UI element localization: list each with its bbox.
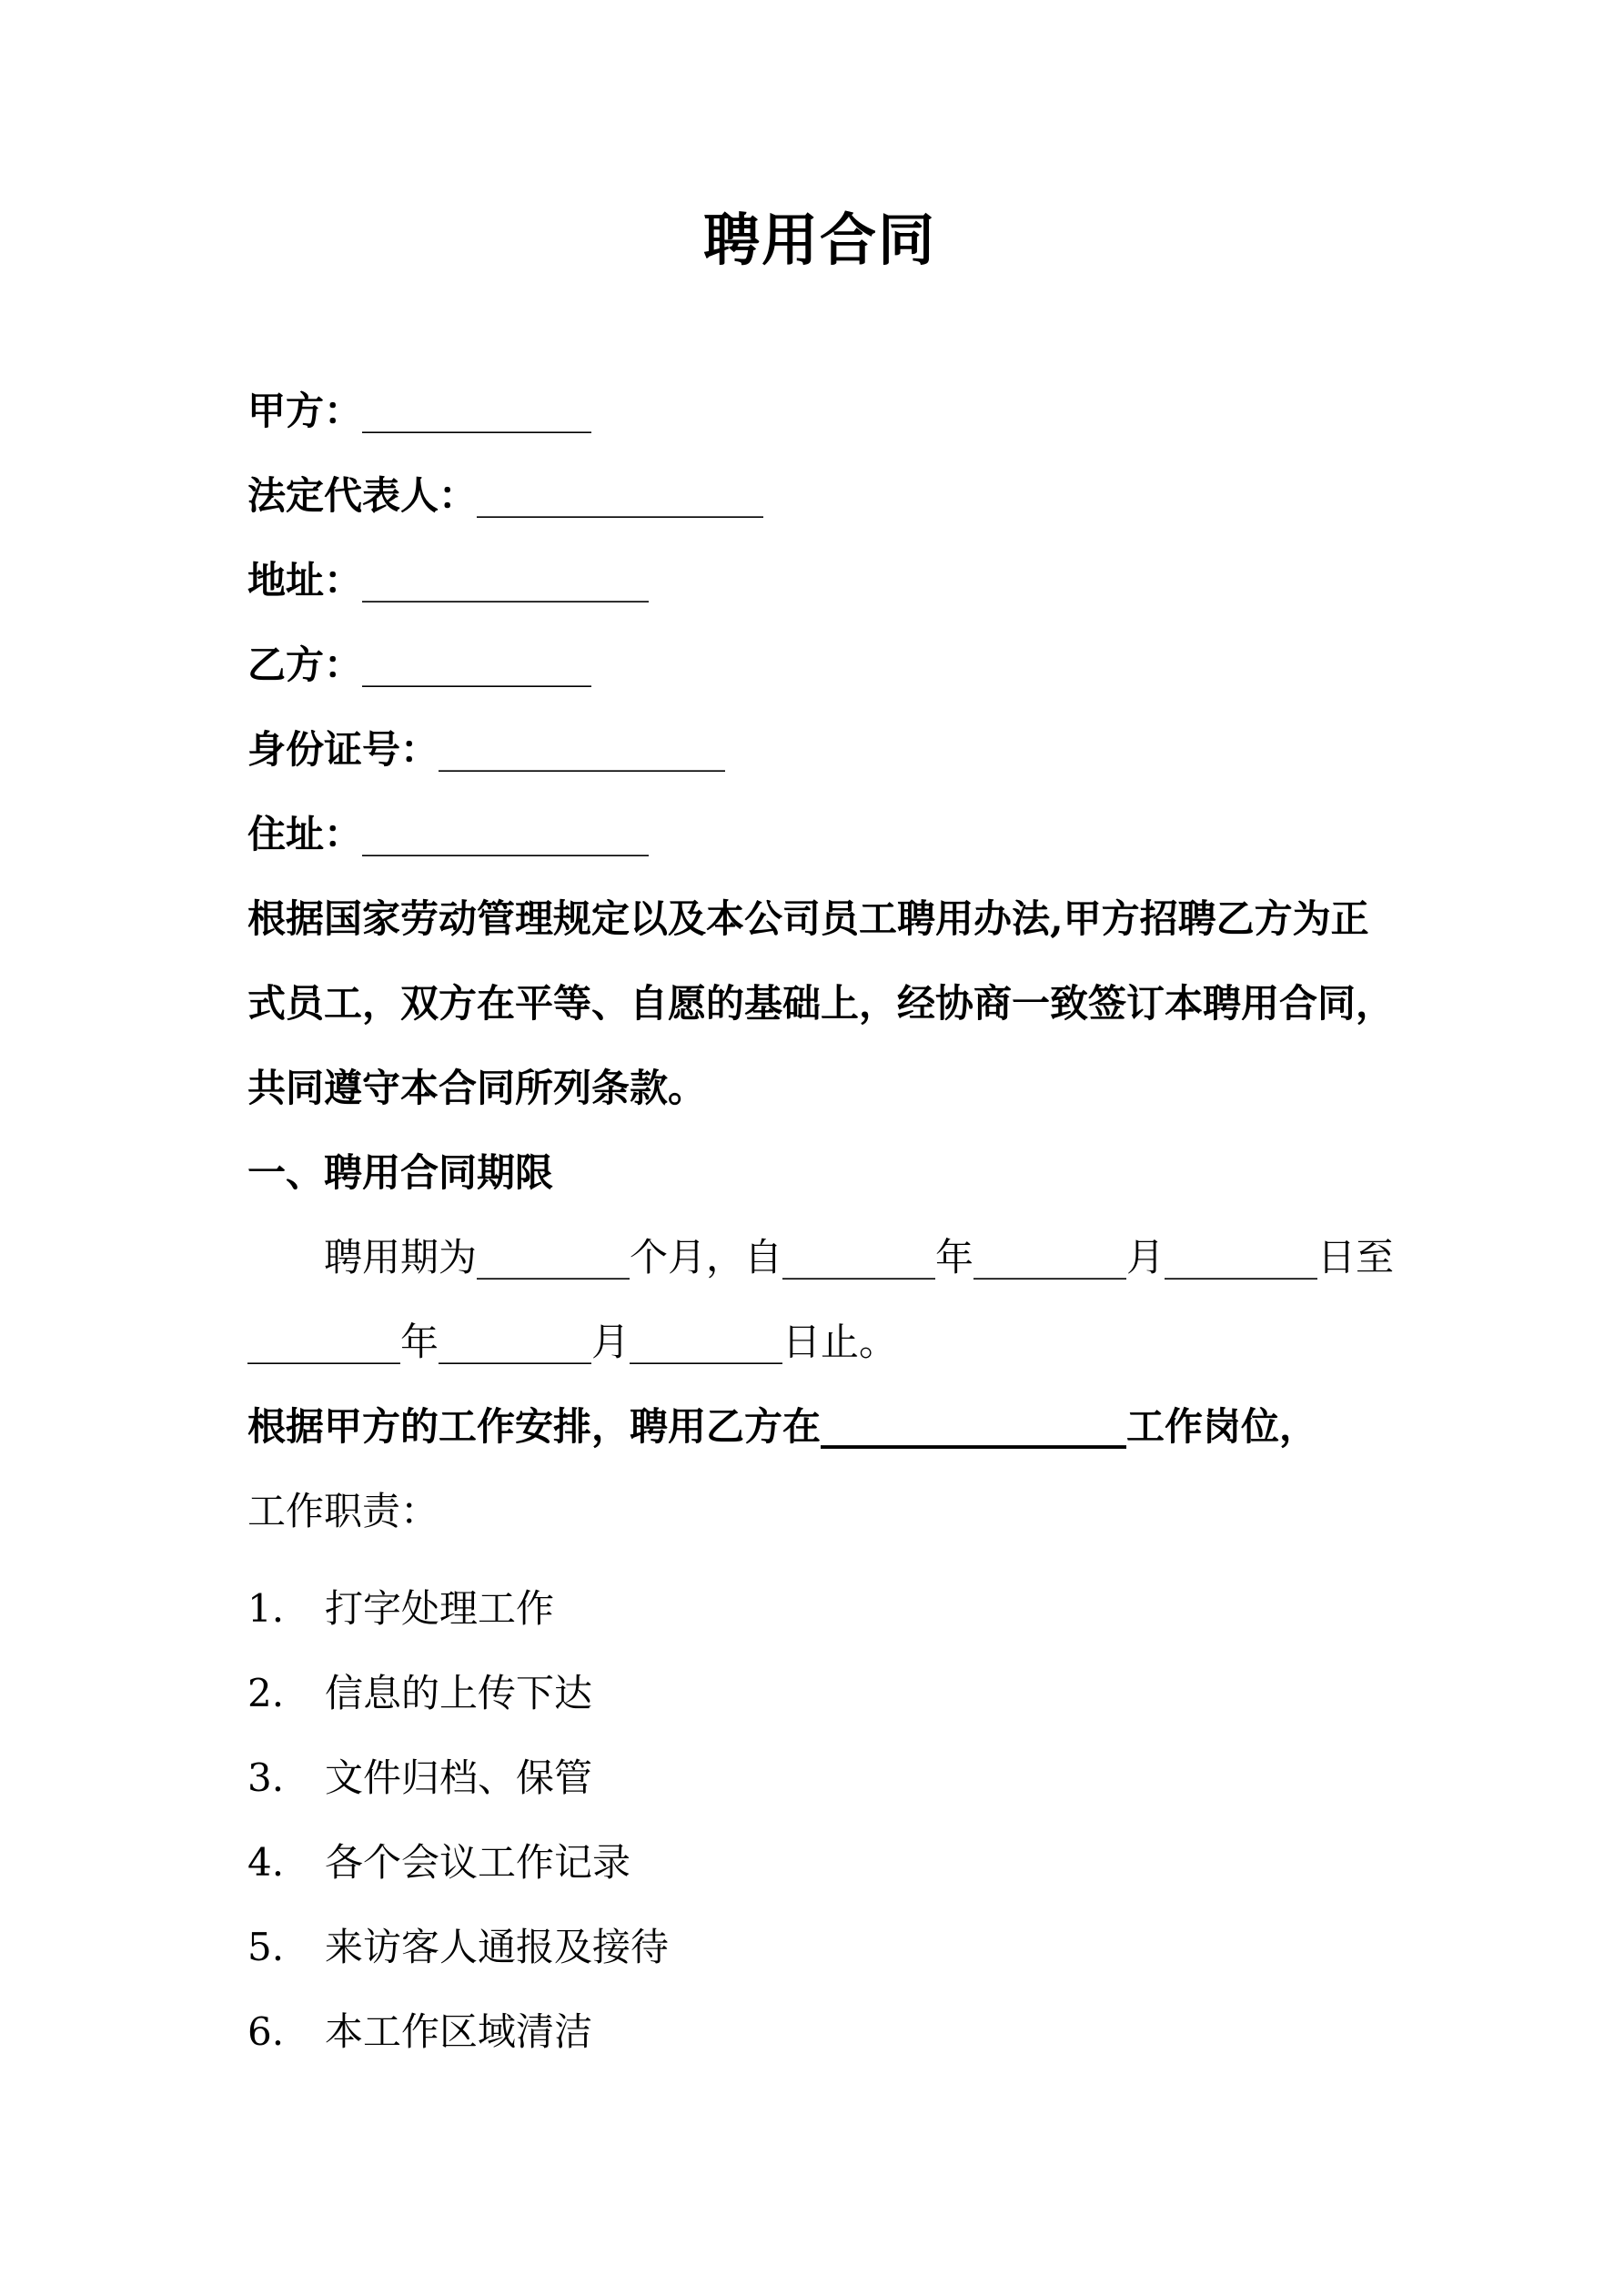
- field-party-b: [247, 622, 1392, 707]
- field-address: [247, 538, 1392, 622]
- document-content: [247, 198, 1395, 2074]
- assignment-line: 根据甲方的工作安排，聘用乙方在________________工作岗位，: [247, 1404, 1318, 1449]
- document-title: 聘用合同: [702, 207, 936, 273]
- duty-item-5: [247, 1905, 1392, 1989]
- term-line-1: 聘用期为________个月，自________年________月________日至: [324, 1235, 1395, 1279]
- duty-item-2: [247, 1651, 1392, 1735]
- field-id-number-blank: _______________: [439, 727, 726, 772]
- term-line-2: ________年________月________日止。: [247, 1320, 898, 1364]
- field-legal-representative-blank: _______________: [477, 473, 764, 518]
- field-party-a-blank: ____________: [362, 389, 592, 433]
- field-party-b-blank: ____________: [362, 642, 592, 687]
- field-legal-representative: [247, 453, 1392, 538]
- field-id-number-label: 身份证号：: [247, 727, 439, 772]
- field-party-a: [247, 369, 1392, 453]
- field-legal-representative-label: 法定代表人：: [247, 473, 478, 518]
- intro-line-2: 式员工，双方在平等、自愿的基础上，经协商一致签订本聘用合同，: [247, 981, 1395, 1026]
- field-address-blank: _______________: [362, 558, 650, 602]
- field-party-a-label: 甲方：: [247, 389, 363, 433]
- duty-item-1-text: 打字处理工作: [325, 1586, 555, 1631]
- duty-item-5-number: 5.: [247, 1925, 285, 1969]
- field-residence-blank: _______________: [362, 812, 650, 856]
- duty-item-6-text: 本工作区域清洁: [325, 2009, 593, 2054]
- duty-item-6-number: 6.: [247, 2009, 285, 2054]
- duties-label: 工作职责：: [247, 1489, 439, 1533]
- section-1-heading: 一、聘用合同期限: [247, 1150, 554, 1195]
- duty-item-1: [247, 1566, 1392, 1651]
- duty-item-2-text: 信息的上传下达: [325, 1671, 593, 1715]
- duties-list: [247, 1566, 1392, 2074]
- duty-item-5-text: 来访客人通报及接待: [325, 1925, 670, 1969]
- field-residence-label: 住址：: [247, 812, 363, 856]
- field-residence: [247, 792, 1392, 876]
- field-address-label: 地址：: [247, 558, 363, 602]
- duty-item-1-number: 1.: [247, 1586, 285, 1631]
- term-paragraph: [247, 1215, 1395, 1384]
- party-fields-block: [247, 369, 1392, 876]
- intro-line-3: 共同遵守本合同所列条款。: [247, 1066, 707, 1110]
- duty-item-6: [247, 1989, 1392, 2074]
- duty-item-2-number: 2.: [247, 1671, 285, 1715]
- duty-item-3: [247, 1735, 1392, 1820]
- duty-item-4-text: 各个会议工作记录: [325, 1840, 631, 1885]
- duty-item-3-number: 3.: [247, 1755, 285, 1800]
- intro-paragraph: [247, 876, 1395, 1130]
- duty-item-4-number: 4.: [247, 1840, 285, 1885]
- duty-item-4: [247, 1820, 1392, 1905]
- duty-item-3-text: 文件归档、保管: [325, 1755, 593, 1800]
- field-party-b-label: 乙方：: [247, 642, 363, 687]
- field-id-number: [247, 707, 1392, 792]
- intro-line-1: 根据国家劳动管理规定以及本公司员工聘用办法,甲方招聘乙方为正: [247, 896, 1369, 941]
